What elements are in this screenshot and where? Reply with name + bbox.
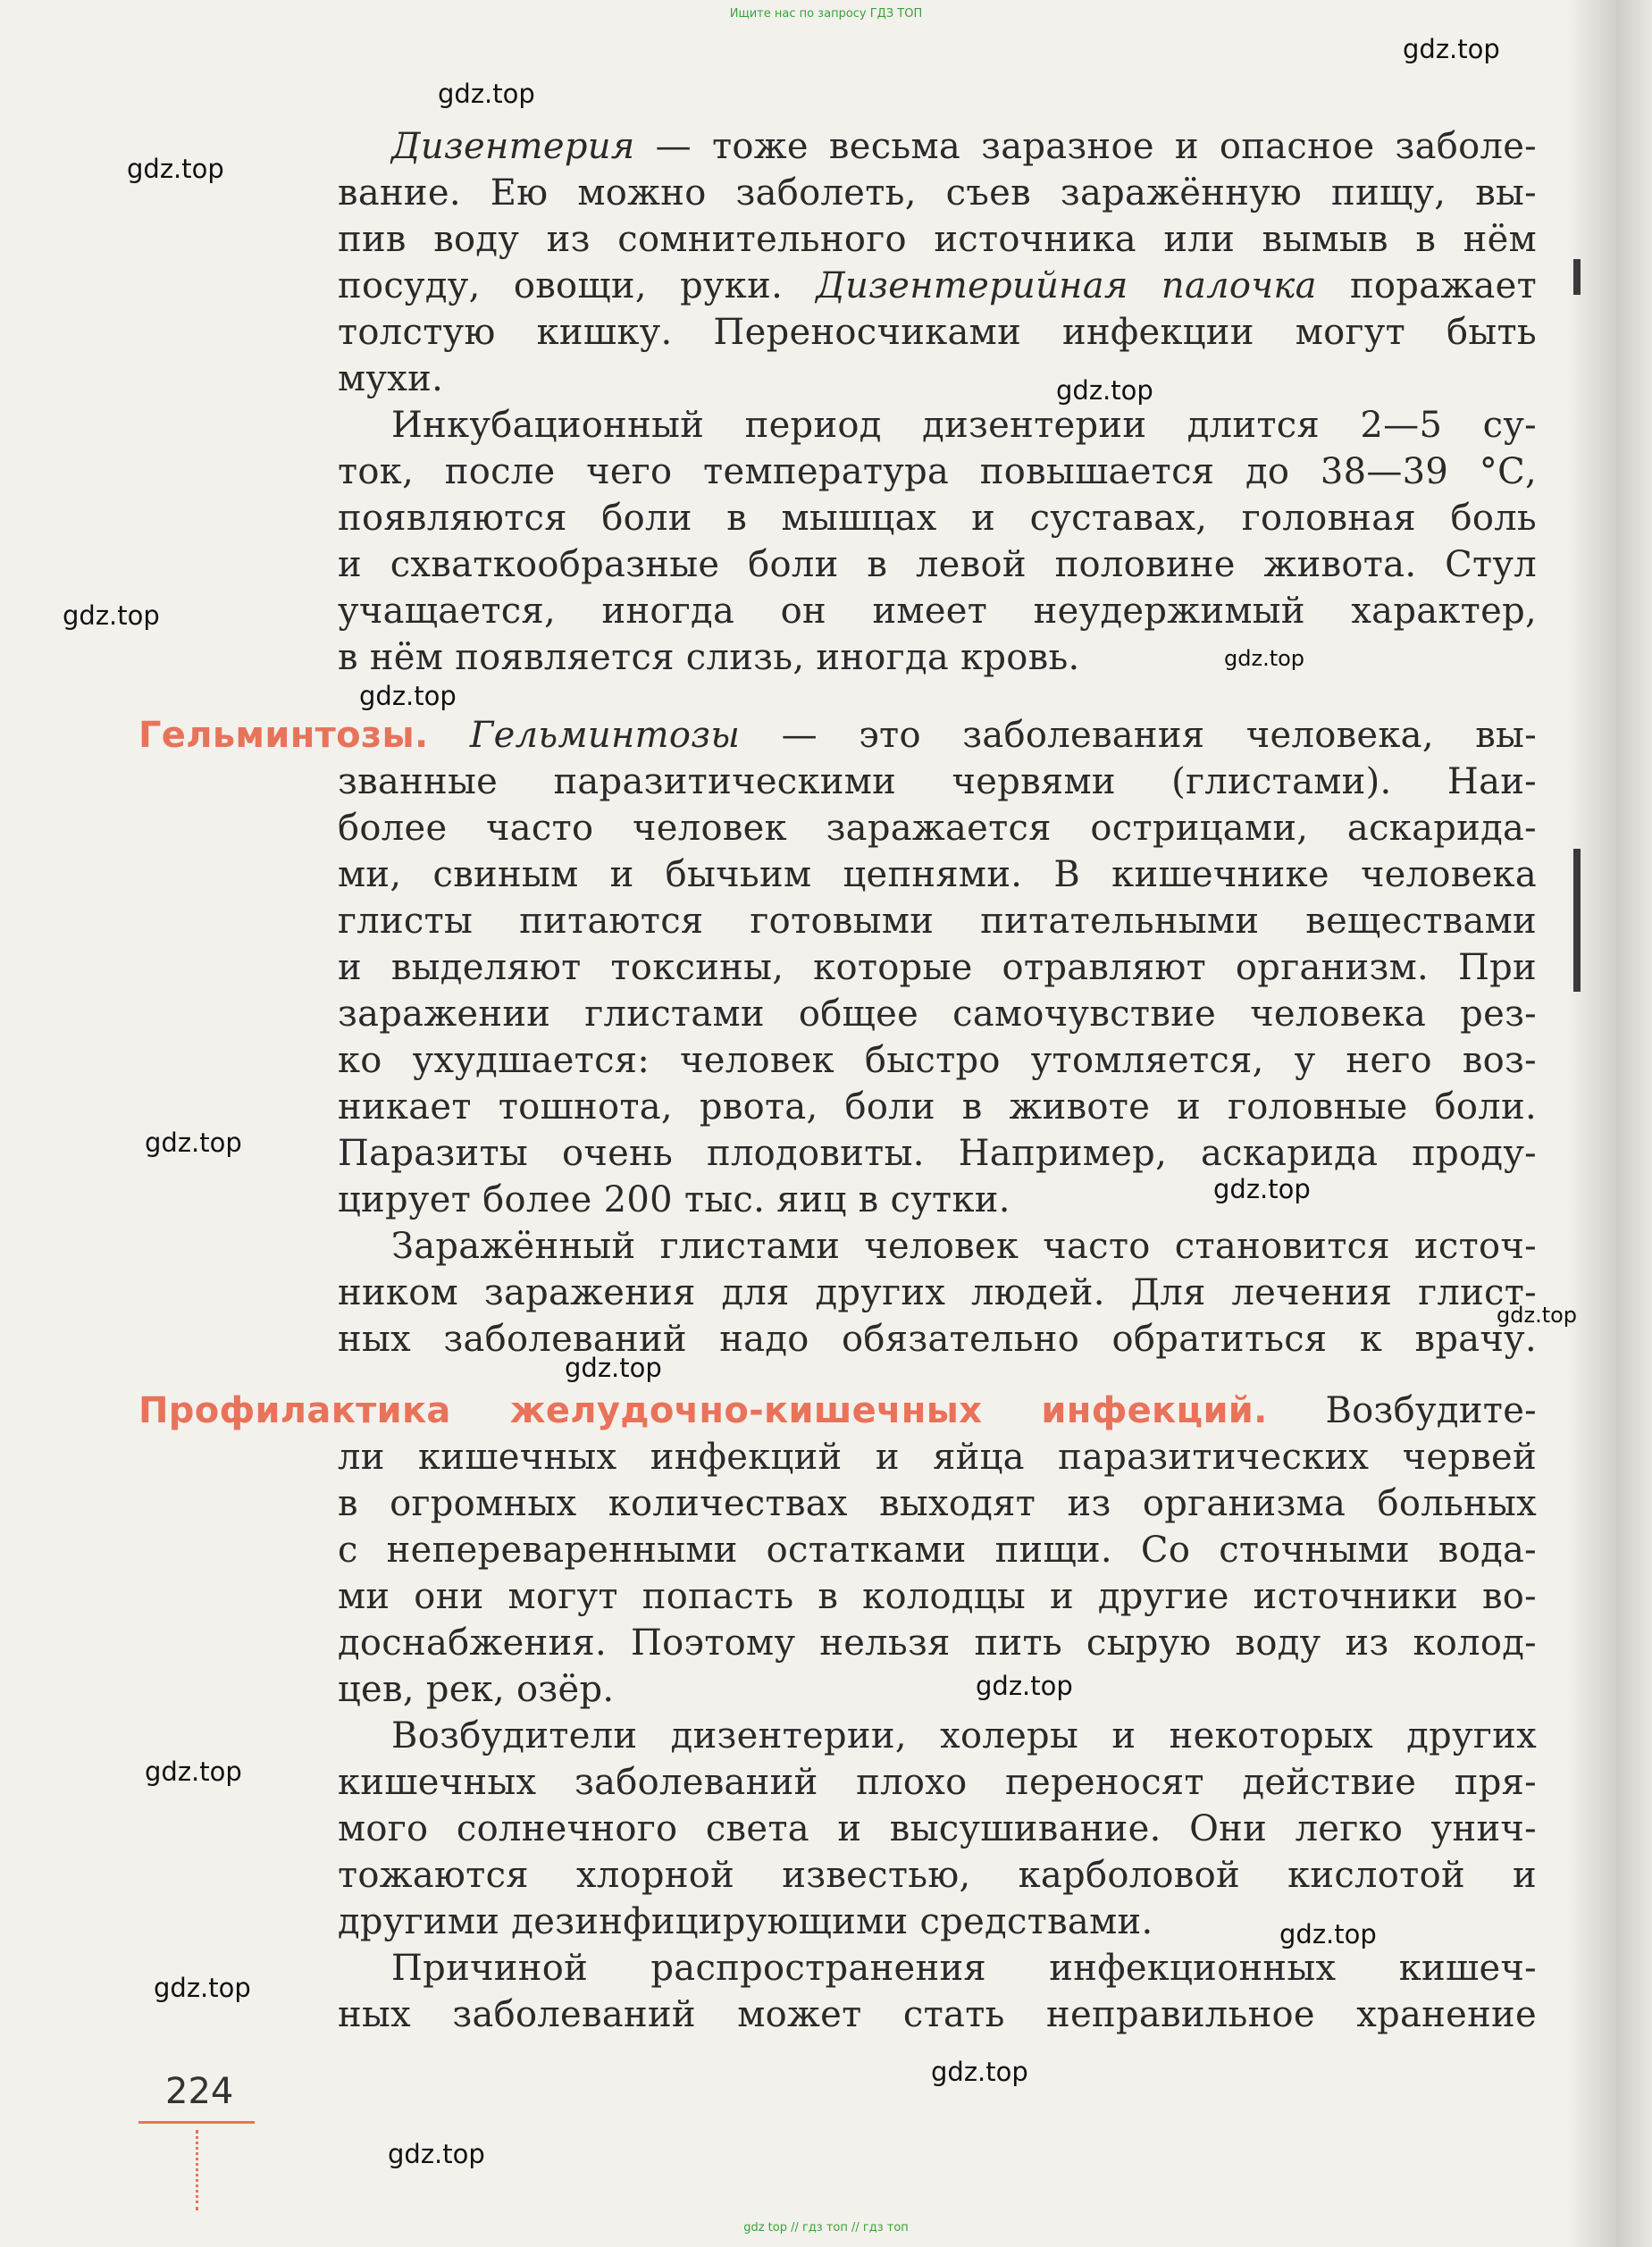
- watermark: gdz.top: [145, 1128, 242, 1158]
- watermark: gdz.top: [438, 79, 535, 109]
- text-line: заражении глистами общее самочувствие человека рез-: [338, 994, 1537, 1035]
- watermark: gdz.top: [1056, 375, 1153, 406]
- text-line: глисты питаются готовыми питательными веществами: [338, 901, 1537, 942]
- watermark: gdz.top: [565, 1353, 662, 1383]
- text-line: более часто человек заражается острицами, аскарида-: [338, 808, 1537, 849]
- text-line: Профилактика желудочно-кишечных инфекций. Возбудите-: [138, 1390, 1537, 1431]
- page-edge: [1567, 0, 1652, 2247]
- text-line: Инкубационный период дизентерии длится 2—5 су-: [391, 405, 1537, 446]
- watermark: gdz.top: [145, 1757, 242, 1787]
- watermark: gdz.top: [1224, 646, 1305, 671]
- watermark: gdz.top: [1497, 1303, 1578, 1328]
- watermark: gdz.top: [1279, 1919, 1377, 1949]
- edge-mark: [1573, 849, 1581, 992]
- text-line: вание. Ею можно заболеть, съев заражённую пищу, вы-: [338, 172, 1537, 214]
- watermark: gdz.top: [127, 154, 224, 184]
- watermark: gdz.top: [154, 1973, 251, 2003]
- text-line: цев, рек, озёр.: [338, 1669, 615, 1710]
- text-line: никает тошнота, рвота, боли в животе и головные боли.: [338, 1086, 1537, 1128]
- watermark: gdz.top: [388, 2139, 485, 2169]
- text-line: Паразиты очень плодовиты. Например, аскарида проду-: [338, 1133, 1537, 1174]
- watermark: gdz.top: [1403, 34, 1500, 64]
- text-line: толстую кишку. Переносчиками инфекции могут быть: [338, 312, 1537, 353]
- text-line: ко ухудшается: человек быстро утомляется, у него воз-: [338, 1040, 1537, 1081]
- text-line: в нём появляется слизь, иногда кровь.: [338, 637, 1080, 678]
- text-line: другими дезинфицирующими средствами.: [338, 1901, 1153, 1942]
- watermark: gdz.top: [63, 600, 160, 631]
- watermark: gdz.top: [359, 681, 457, 711]
- top-note: Ищите нас по запросу ГДЗ ТОП: [729, 7, 923, 21]
- text-line: Причиной распространения инфекционных кишеч-: [391, 1948, 1537, 1989]
- text-line: и схваткообразные боли в левой половине живота. Стул: [338, 544, 1537, 585]
- watermark: gdz.top: [976, 1671, 1073, 1701]
- text-line: и выделяют токсины, которые отравляют организм. При: [338, 947, 1537, 988]
- text-line: кишечных заболеваний плохо переносят действие пря-: [338, 1762, 1537, 1803]
- text-line: тожаются хлорной известью, карболовой кислотой и: [338, 1855, 1537, 1896]
- text-line: Заражённый глистами человек часто становится источ-: [391, 1226, 1537, 1267]
- text-line: появляются боли в мышцах и суставах, головная боль: [338, 498, 1537, 539]
- watermark: gdz.top: [1213, 1174, 1311, 1204]
- text-line: пив воду из сомнительного источника или вымыв в нём: [338, 219, 1537, 260]
- watermark: gdz.top: [931, 2057, 1028, 2087]
- text-line: Дизентерия — тоже весьма заразное и опасное заболе-: [391, 126, 1537, 167]
- text-line: ных заболеваний может стать неправильное хранение: [338, 1994, 1537, 2035]
- text-line: званные паразитическими червями (глистами). Наи-: [338, 761, 1537, 802]
- text-line: ми они могут попасть в колодцы и другие источники во-: [338, 1576, 1537, 1617]
- text-line: мухи.: [338, 358, 444, 399]
- page-number-dots: [196, 2130, 198, 2210]
- page-number: 224: [165, 2071, 234, 2112]
- text-line: ток, после чего температура повышается до 38—39 °С,: [338, 451, 1537, 492]
- bottom-note: gdz top // гдз топ // гдз топ: [743, 2221, 909, 2234]
- page-number-rule: [138, 2121, 255, 2124]
- text-line: ли кишечных инфекций и яйца паразитических червей: [338, 1437, 1537, 1478]
- text-line: посуду, овощи, руки. Дизентерийная палочка поражает: [338, 265, 1538, 306]
- edge-mark: [1573, 259, 1581, 295]
- text-line: доснабжения. Поэтому нельзя пить сырую воду из колод-: [338, 1622, 1537, 1664]
- text-line: ми, свиным и бычьим цепнями. В кишечнике человека: [338, 854, 1537, 895]
- text-line: Гельминтозы. Гельминтозы — это заболевания человека, вы-: [138, 715, 1538, 756]
- text-line: цирует более 200 тыс. яиц в сутки.: [338, 1179, 1010, 1220]
- text-line: с непереваренными остатками пищи. Со сточными вода-: [338, 1530, 1537, 1571]
- text-line: учащается, иногда он имеет неудержимый характер,: [338, 591, 1537, 632]
- section-heading: Гельминтозы.: [138, 715, 429, 756]
- section-heading: Профилактика желудочно-кишечных инфекций.: [138, 1390, 1268, 1431]
- text-line: ником заражения для других людей. Для лечения глист-: [338, 1272, 1537, 1313]
- text-line: мого солнечного света и высушивание. Они легко унич-: [338, 1808, 1537, 1849]
- text-line: ных заболеваний надо обязательно обратиться к врачу.: [338, 1319, 1537, 1360]
- text-line: в огромных количествах выходят из организма больных: [338, 1483, 1537, 1524]
- text-line: Возбудители дизентерии, холеры и некоторых других: [391, 1715, 1537, 1757]
